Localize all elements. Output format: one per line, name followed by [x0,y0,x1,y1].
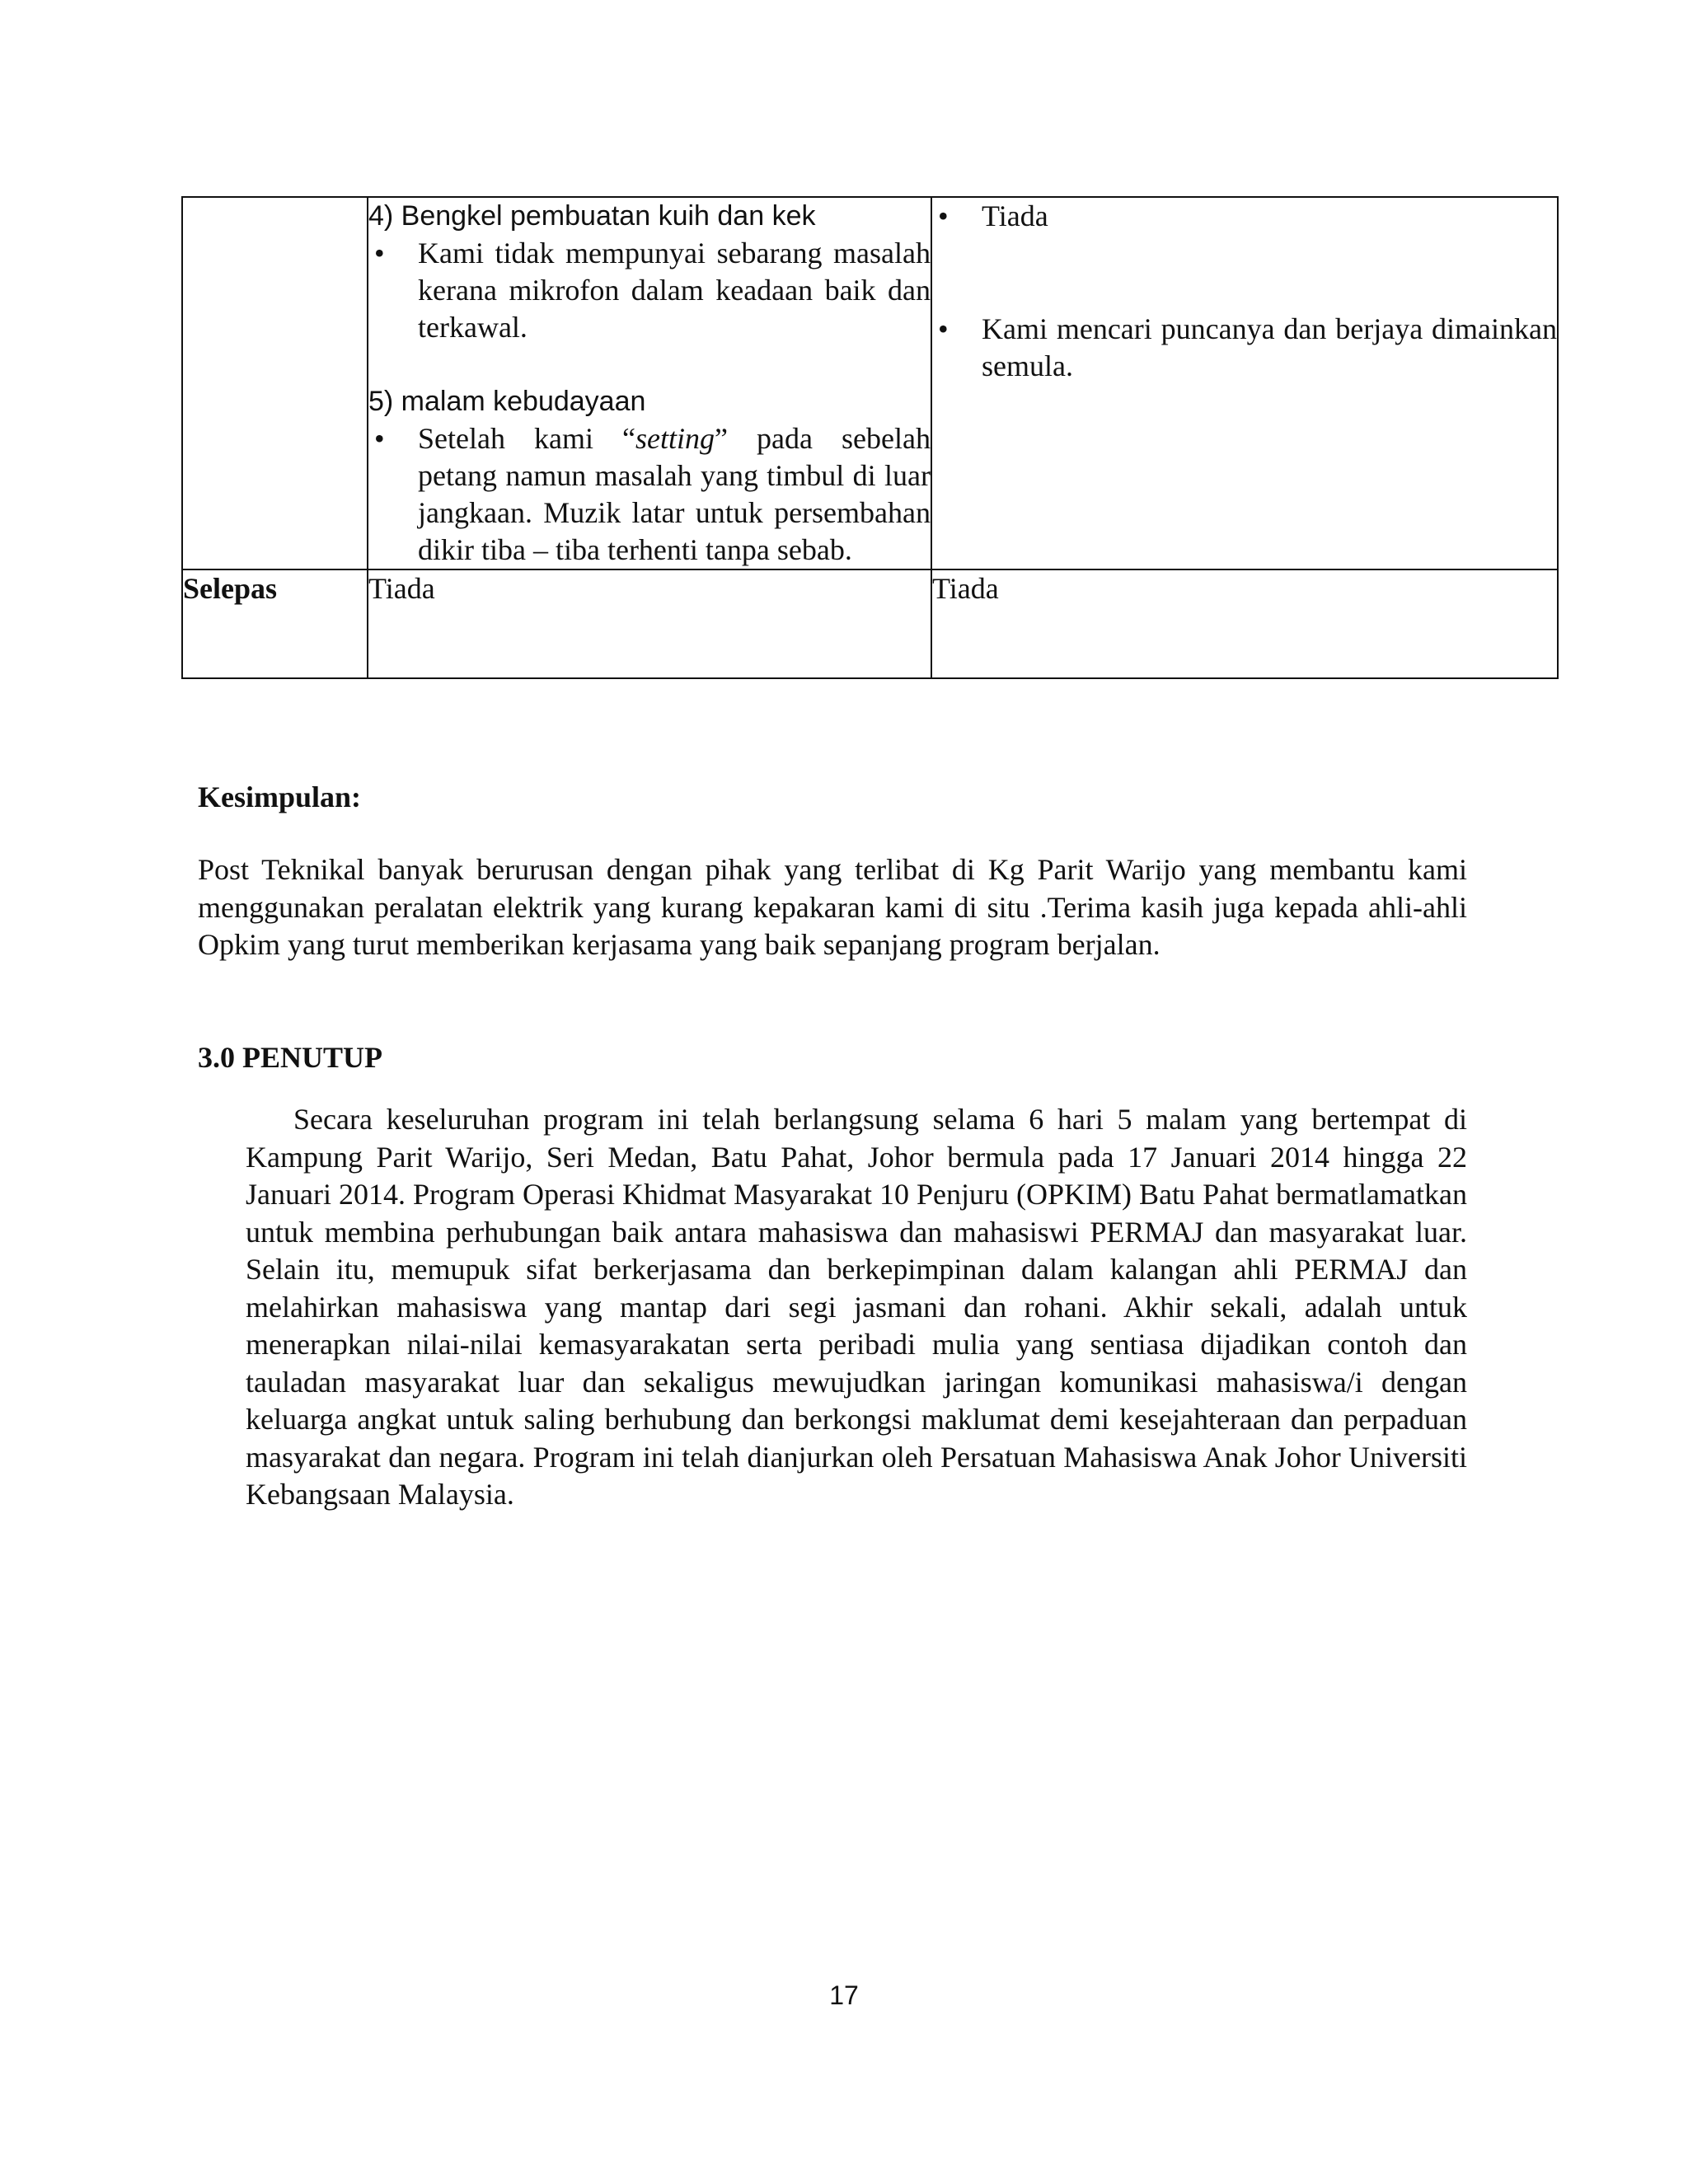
penutup-heading: 3.0 PENUTUP [198,1041,382,1074]
issue-text-italic: setting [635,422,715,455]
item-issue-list [368,420,931,569]
solutions-cell [931,197,1558,569]
solution-list [932,198,1557,235]
bullet-icon: • [374,237,385,269]
table-row [182,197,1558,569]
bullet-icon: • [938,199,949,232]
item-title: 4) Bengkel pembuatan kuih dan kek [368,200,816,232]
issue-text-start: Setelah kami “ [418,422,636,455]
phase-cell-empty [182,197,368,569]
page-number: 17 [829,1980,859,2010]
list-item [368,235,931,346]
table-row [182,569,1558,678]
solution-list [932,311,1557,385]
solutions-cell: Tiada [931,569,1558,678]
problems-cell [368,197,931,569]
bullet-icon: • [938,312,949,345]
item-issue-list [368,235,931,346]
kesimpulan-heading: Kesimpulan: [198,780,362,813]
list-item [932,311,1557,385]
solution-text: Kami mencari puncanya dan berjaya dimainkan semula. [982,312,1557,382]
issue-text: Kami tidak mempunyai sebarang masalah kerana mikrofon dalam keadaan baik dan terkawal. [418,237,931,344]
problems-cell: Tiada [368,569,931,678]
issue-text-end: ” pada sebelah petang namun masalah yang timbul di luar jangkaan. Muzik latar untuk persembahan dikir tiba – tiba terhenti tanpa sebab. [418,422,931,566]
problems-table [181,196,1559,679]
item-title: 5) malam kebudayaan [368,386,646,417]
list-item [368,420,931,569]
solution-text: Tiada [982,199,1048,232]
list-item [932,198,1557,235]
penutup-paragraph: Secara keseluruhan program ini telah berlangsung selama 6 hari 5 malam yang bertempat di Kampung Parit Warijo, Seri Medan, Batu Pahat, Johor bermula pada 17 Januari 2014 hingga 22 Januari 2014. Program Operasi Khidmat Masyarakat 10 Penjuru (OPKIM) Batu Pahat bermatlamatkan untuk membina perhubungan baik antara mahasiswa dan mahasiswi PERMAJ dan masyarakat luar. Selain itu, memupuk sifat berkerjasama dan berkepimpinan dalam kalangan ahli PERMAJ dan melahirkan mahasiswa yang mantap dari segi jasmani dan rohani. Akhir sekali, adalah untuk menerapkan nilai-nilai kemasyarakatan serta peribadi mulia yang sentiasa dijadikan contoh dan tauladan masyarakat luar dan sekaligus mewujudkan jaringan komunikasi mahasiswa/i dengan keluarga angkat untuk saling berhubung dan berkongsi maklumat demi kesejahteraan dan perpaduan masyarakat dan negara. Program ini telah dianjurkan oleh Persatuan Mahasiswa Anak Johor Universiti Kebangsaan Malaysia. [246,1103,1467,1511]
kesimpulan-paragraph: Post Teknikal banyak berurusan dengan pihak yang terlibat di Kg Parit Warijo yang membantu kami menggunakan peralatan elektrik yang kurang kepakaran kami di situ .Terima kasih juga kepada ahli-ahli Opkim yang turut memberikan kerjasama yang baik sepanjang program berjalan. [198,853,1467,961]
bullet-icon: • [374,422,385,455]
phase-label: Selepas [182,569,368,678]
